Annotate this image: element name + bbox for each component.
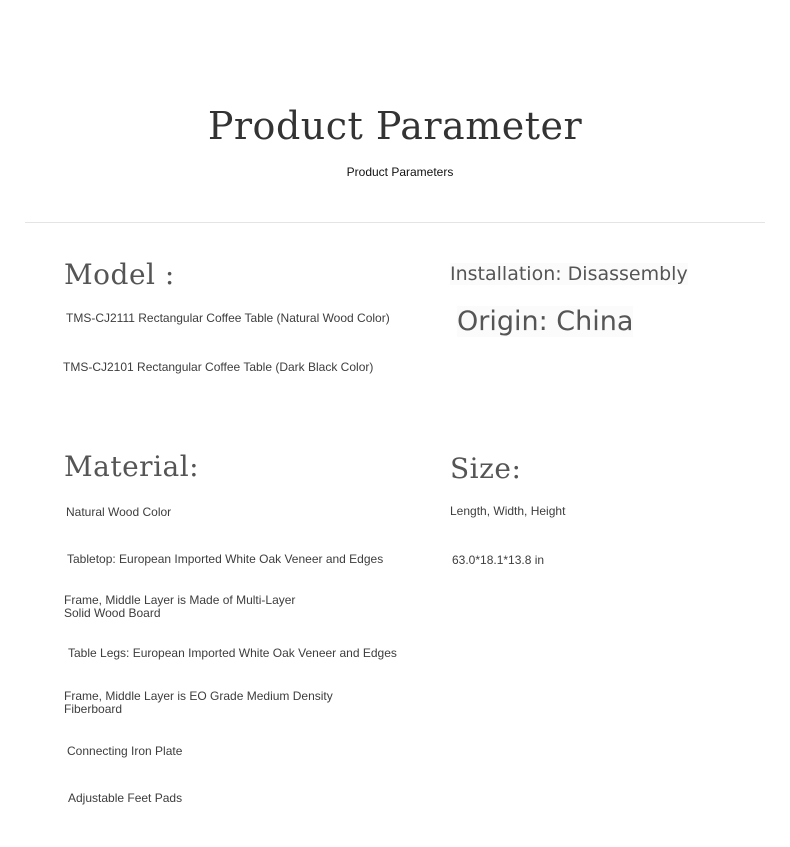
material-item: Frame, Middle Layer is EO Grade Medium Density Fiberboard: [64, 689, 333, 716]
model-item: TMS-CJ2111 Rectangular Coffee Table (Natural Wood Color): [66, 311, 390, 325]
size-label: Length, Width, Height: [450, 504, 566, 518]
material-item: Adjustable Feet Pads: [68, 791, 183, 805]
origin-text: Origin: China: [457, 306, 634, 337]
divider: [25, 222, 765, 223]
material-item: Natural Wood Color: [66, 505, 172, 519]
model-heading: Model :: [64, 258, 175, 291]
page-subtitle: Product Parameters: [346, 165, 454, 179]
material-item: Tabletop: European Imported White Oak Veneer and Edges: [67, 552, 384, 566]
installation-text: Installation: Disassembly: [450, 263, 688, 285]
size-heading: Size:: [450, 452, 522, 485]
material-item: Connecting Iron Plate: [67, 744, 183, 758]
model-item: TMS-CJ2101 Rectangular Coffee Table (Dark Black Color): [63, 360, 374, 374]
material-item: Table Legs: European Imported White Oak Veneer and Edges: [68, 646, 397, 660]
material-heading: Material:: [64, 450, 200, 483]
size-value: 63.0*18.1*13.8 in: [452, 553, 545, 567]
page-title: Product Parameter: [207, 104, 583, 148]
material-item: Frame, Middle Layer is Made of Multi-Layer Solid Wood Board: [64, 593, 296, 620]
